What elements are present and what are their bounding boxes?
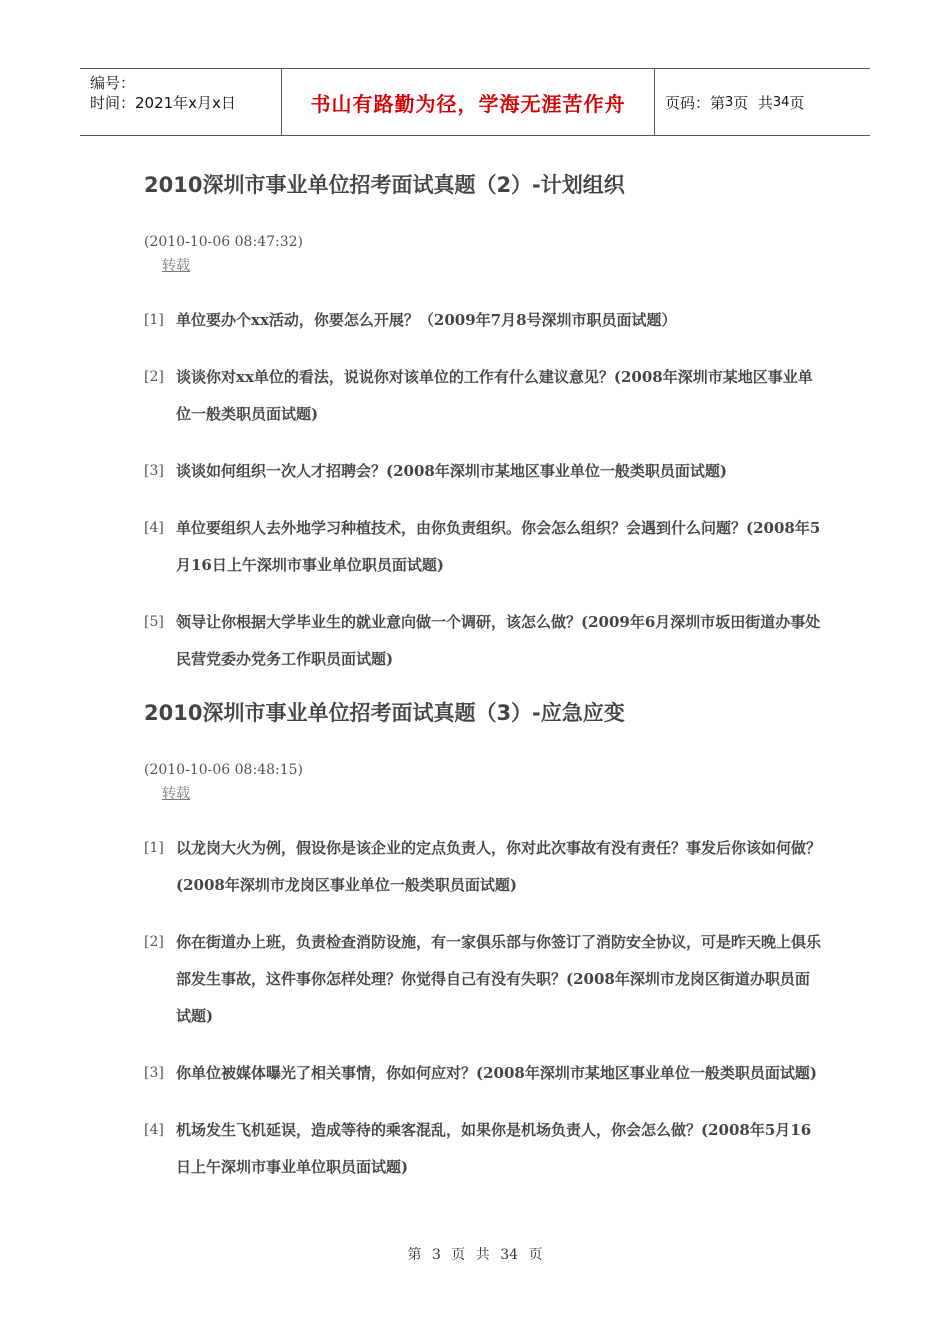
item-text: 你单位被媒体曝光了相关事情，你如何应对？(2008年深圳市某地区事业单位一般类职员面试题) (176, 1064, 817, 1082)
section-emergency (144, 696, 824, 1186)
list-item (144, 1055, 824, 1092)
page-mid: 页 共 (733, 93, 773, 112)
list-item (144, 830, 824, 904)
number-label: 编号： (90, 74, 136, 92)
post-date: (2010-10-06 08:47:32) (144, 234, 303, 250)
item-text: 谈谈你对xx单位的看法，说说你对该单位的工作有什么建议意见？(2008年深圳市某地区事业单位一般类职员面试题) (176, 368, 813, 423)
item-text: 以龙岗大火为例，假设你是该企业的定点负责人，你对此次事故有没有责任？事发后你该如何做？(2008年深圳市龙岗区事业单位一般类职员面试题) (176, 839, 822, 894)
page-footer: 第 3 页 共 34 页 (407, 1247, 543, 1263)
repost-link[interactable]: 转载 (162, 258, 190, 274)
post-meta (144, 758, 824, 806)
post-date: (2010-10-06 08:48:15) (144, 762, 303, 778)
item-text: 领导让你根据大学毕业生的就业意向做一个调研，该怎么做？(2009年6月深圳市坂田街道办事处民营党委办党务工作职员面试题) (176, 613, 821, 668)
item-index: [2] (144, 934, 164, 950)
item-index: [5] (144, 614, 164, 630)
item-text: 单位要办个xx活动，你要怎么开展？（2009年7月8号深圳市职员面试题） (176, 311, 677, 329)
section-planning (144, 168, 824, 678)
main-content (144, 168, 824, 1206)
post-meta (144, 230, 824, 278)
page-prefix: 页码：第 (665, 93, 726, 112)
page-suffix: 页 (789, 93, 805, 112)
item-index: [4] (144, 520, 164, 536)
item-index: [3] (144, 1065, 164, 1081)
item-text: 谈谈如何组织一次人才招聘会？(2008年深圳市某地区事业单位一般类职员面试题) (176, 462, 727, 480)
list-item (144, 510, 824, 584)
section-title: 2010深圳市事业单位招考面试真题（3）-应急应变 (144, 701, 625, 725)
list-item (144, 924, 824, 1035)
item-index: [1] (144, 312, 164, 328)
page-header (80, 68, 870, 136)
list-item (144, 604, 824, 678)
page-total: 34 (772, 94, 790, 110)
header-motto: 书山有路勤为径，学海无涯苦作舟 (282, 69, 655, 135)
list-item (144, 302, 824, 339)
question-list (144, 302, 824, 678)
item-index: [1] (144, 840, 164, 856)
list-item (144, 453, 824, 490)
section-title: 2010深圳市事业单位招考面试真题（2）-计划组织 (144, 173, 625, 197)
item-index: [3] (144, 463, 164, 479)
item-index: [2] (144, 369, 164, 385)
header-meta (80, 69, 282, 135)
list-item (144, 359, 824, 433)
item-index: [4] (144, 1122, 164, 1138)
item-text: 单位要组织人去外地学习种植技术，由你负责组织。你会怎么组织？会遇到什么问题？(2008年5月16日上午深圳市事业单位职员面试题) (176, 519, 821, 574)
time-label: 时间：2021年x月x日 (90, 94, 236, 112)
list-item (144, 1112, 824, 1186)
question-list (144, 830, 824, 1186)
header-page-info (655, 69, 870, 135)
page-current: 3 (725, 94, 734, 110)
item-text: 机场发生飞机延误，造成等待的乘客混乱，如果你是机场负责人，你会怎么做？(2008年5月16日上午深圳市事业单位职员面试题) (176, 1121, 812, 1176)
repost-link[interactable]: 转载 (162, 786, 190, 802)
item-text: 你在街道办上班，负责检查消防设施，有一家俱乐部与你签订了消防安全协议，可是昨天晚上俱乐部发生事故，这件事你怎样处理？你觉得自己有没有失职？(2008年深圳市龙岗区街道办职员面试题) (176, 933, 822, 1025)
